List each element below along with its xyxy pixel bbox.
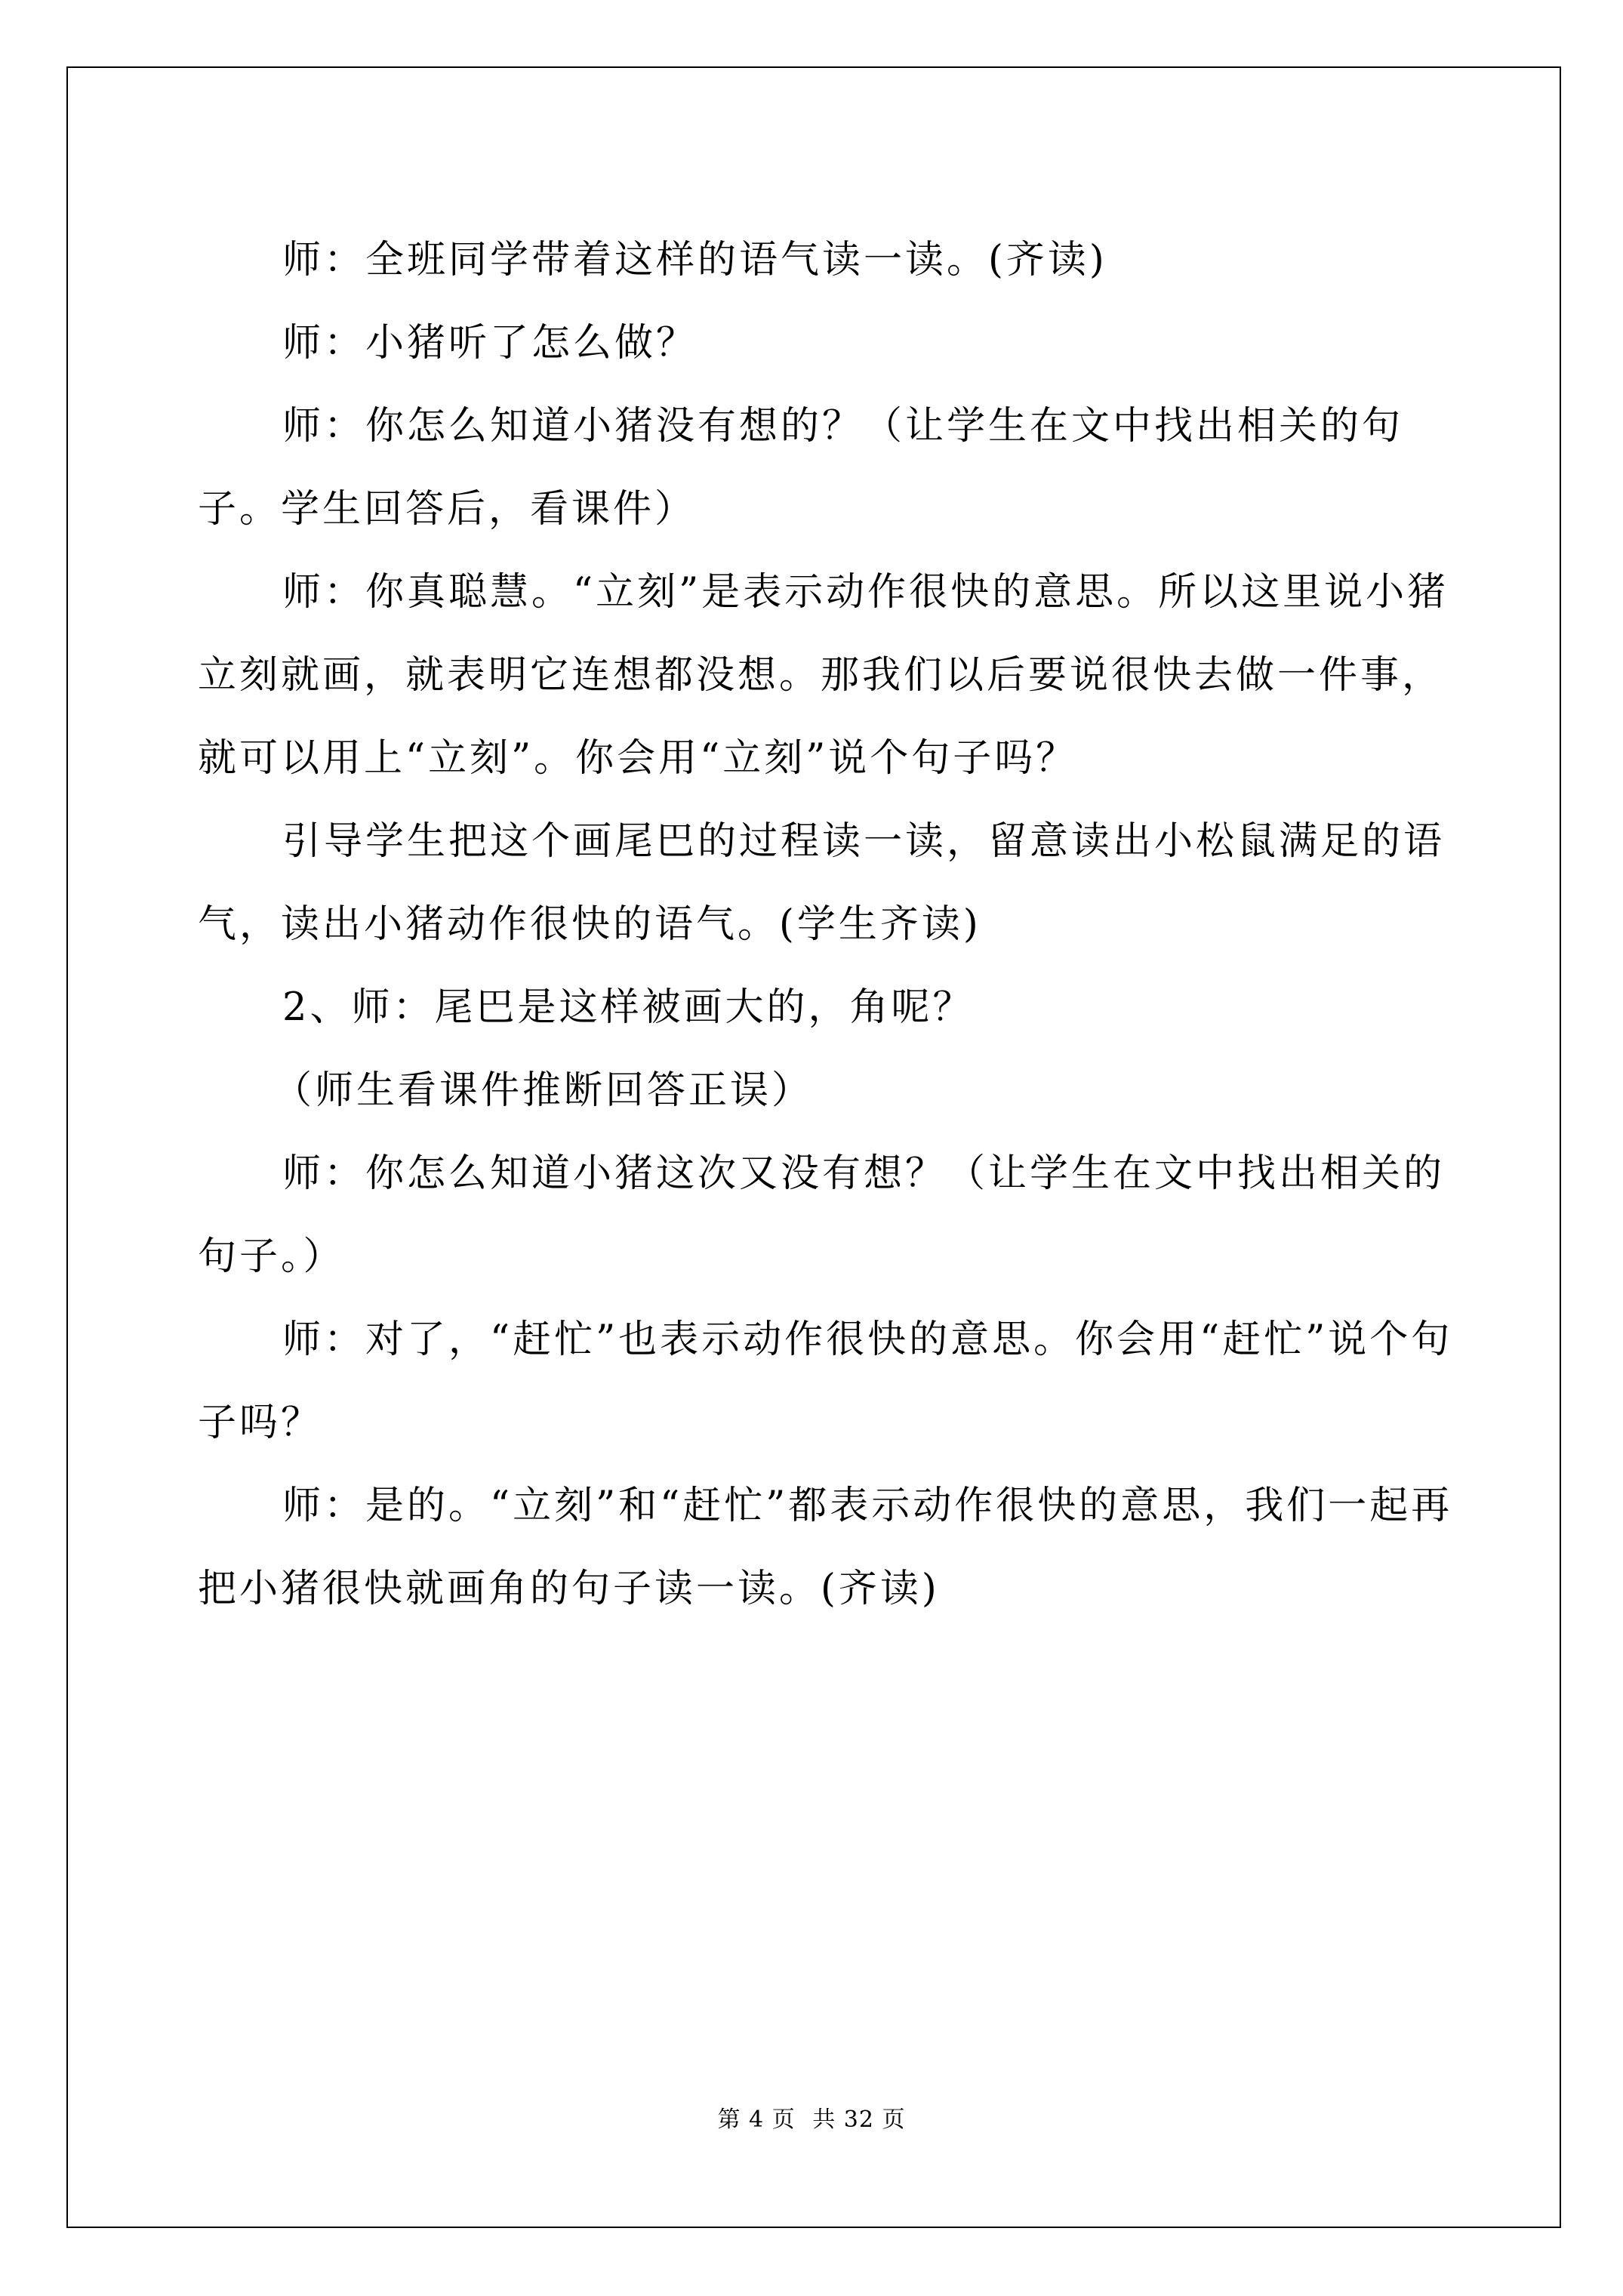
paragraph: 引导学生把这个画尾巴的过程读一读，留意读出小松鼠满足的语气，读出小猪动作很快的语气。(学生齐读) [198,819,1446,947]
paragraph: 师：对了，“赶忙”也表示动作很快的意思。你会用“赶忙”说个句子吗？ [198,1318,1453,1445]
paragraph: 师：你怎么知道小猪这次又没有想？（让学生在文中找出相关的句子。） [198,1151,1446,1279]
paragraph: 师：你真聪慧。“立刻”是表示动作很快的意思。所以这里说小猪立刻就画，就表明它连想都没想。那我们以后要说很快去做一件事，就可以用上“立刻”。你会用“立刻”说个句子吗？ [198,570,1449,781]
paragraph: 师：全班同学带着这样的语气读一读。(齐读) [282,238,1107,282]
page-footer [0,2100,1623,2134]
paragraph: 2、师：尾巴是这样被画大的，角呢？ [282,985,975,1030]
paragraph: 师：小猪听了怎么做？ [282,321,698,365]
document-body [198,219,1474,1631]
paragraph: 师：是的。“立刻”和“赶忙”都表示动作很快的意思，我们一起再把小猪很快就画角的句子读一读。(齐读) [198,1484,1453,1611]
paragraph: 师：你怎么知道小猪没有想的？（让学生在文中找出相关的句子。学生回答后，看课件） [198,404,1404,532]
page-number: 第 4 页 [717,2106,796,2133]
paragraph: （师生看课件推断回答正误） [273,1068,814,1113]
page-total: 共 32 页 [812,2106,906,2133]
